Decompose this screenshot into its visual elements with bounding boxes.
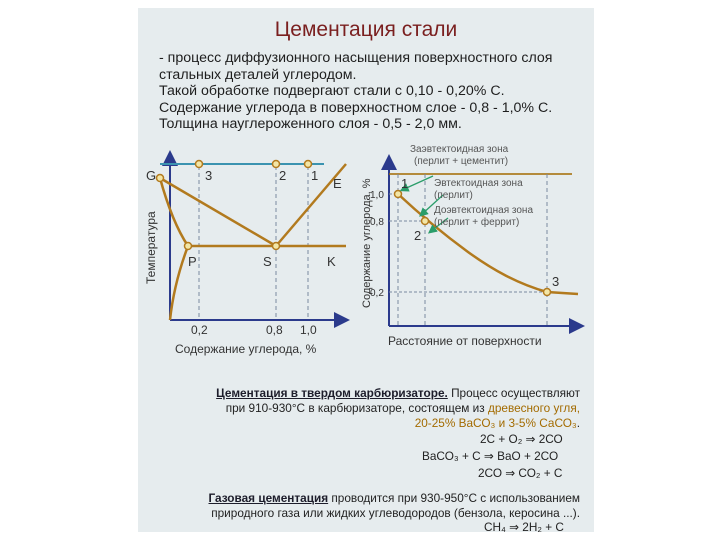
gas-text-2: природного газа или жидких углеводородов (бензола, керосина ...). [211, 506, 580, 520]
x-tick-0.8: 0,8 [266, 323, 283, 337]
equation: СН₄ ⇒ 2Н₂ + С [484, 520, 564, 534]
solid-carburizing-text [160, 386, 580, 431]
equation: 2С + О₂ ⇒ 2СО [480, 432, 563, 446]
intro-line: Толщина науглероженного слоя - 0,5 - 2,0 мм. [159, 116, 462, 132]
solid-highlight-1: древесного угля, [487, 401, 580, 415]
phase-diagram [144, 154, 346, 356]
curve-GS [160, 178, 276, 246]
zone-label: (перлит + феррит) [434, 217, 520, 228]
label-G: G [146, 168, 157, 183]
solid-carburizing-heading: Цементация в твердом карбюризаторе. [216, 386, 448, 400]
solid-text-1: Процесс осуществляют [447, 386, 580, 400]
equation: 2СО ⇒ СО₂ + С [478, 466, 563, 480]
curve-GP [160, 178, 188, 246]
intro-line: Содержание углерода в поверхностном слое - 0,8 - 1,0% С. [159, 99, 553, 116]
marker-1 [305, 161, 312, 168]
point-label-1: 1 [401, 176, 409, 191]
x-axis-label: Расстояние от поверхности [388, 334, 542, 348]
marker-2 [273, 161, 280, 168]
top-marker-2: 2 [279, 168, 287, 183]
curve-PQ [170, 246, 188, 320]
slide-title: Цементация стали [274, 18, 458, 41]
label-S: S [263, 254, 272, 269]
label-P: P [188, 254, 197, 269]
equation: ВаСО₃ + С ⇒ ВаО + 2СО [422, 449, 559, 463]
intro-line: Такой обработке подвергают стали с 0,10 - 0,20% С. [159, 83, 505, 99]
x-tick-1.0: 1,0 [300, 323, 317, 337]
x-tick-0.2: 0,2 [191, 323, 208, 337]
point-P [185, 243, 192, 250]
y-tick-1.0: 1,0 [370, 190, 384, 201]
diagrams [138, 8, 594, 380]
point-G [157, 175, 164, 182]
zone-label: Заэвтектоидная зона [410, 144, 509, 155]
y-axis-label: Температура [144, 211, 158, 284]
y-tick-0.2: 0,2 [370, 288, 384, 299]
top-marker-1: 1 [311, 168, 319, 183]
solid-highlight-2: 20-25% ВаСО₃ и 3-5% СаСО₃ [414, 416, 577, 430]
solid-text-3: . [576, 416, 580, 430]
intro-line: - процесс диффузионного насыщения поверхностного слоя [159, 50, 553, 66]
gas-carburizing-heading: Газовая цементация [208, 491, 329, 505]
zone-label: (перлит + цементит) [414, 156, 509, 167]
profile-point [395, 191, 402, 198]
intro-line: стальных деталей углеродом. [159, 66, 357, 83]
solid-text-2: при 910-930°С в карбюризаторе, состоящем из [225, 401, 488, 415]
label-K: K [327, 254, 336, 269]
gas-text-1: проводится при 930-950°С с использованием [328, 491, 580, 505]
zone-label: (перлит) [434, 190, 473, 201]
point-S [273, 243, 280, 250]
profile-point [422, 218, 429, 225]
profile-point [544, 289, 551, 296]
gas-carburizing-text [160, 491, 580, 521]
marker-3 [196, 161, 203, 168]
label-E: E [333, 176, 342, 191]
slide [138, 8, 594, 532]
y-axis-label: Содержание углерода, % [361, 178, 373, 308]
profile-chart [361, 144, 581, 348]
point-label-3: 3 [552, 274, 560, 289]
point-label-2: 2 [414, 228, 422, 243]
zone-label: Доэвтектоидная зона [434, 205, 534, 216]
x-axis-label: Содержание углерода, % [175, 342, 317, 356]
top-marker-3: 3 [205, 168, 213, 183]
zone-label: Эвтектоидная зона [434, 178, 523, 189]
y-tick-0.8: 0,8 [370, 217, 384, 228]
